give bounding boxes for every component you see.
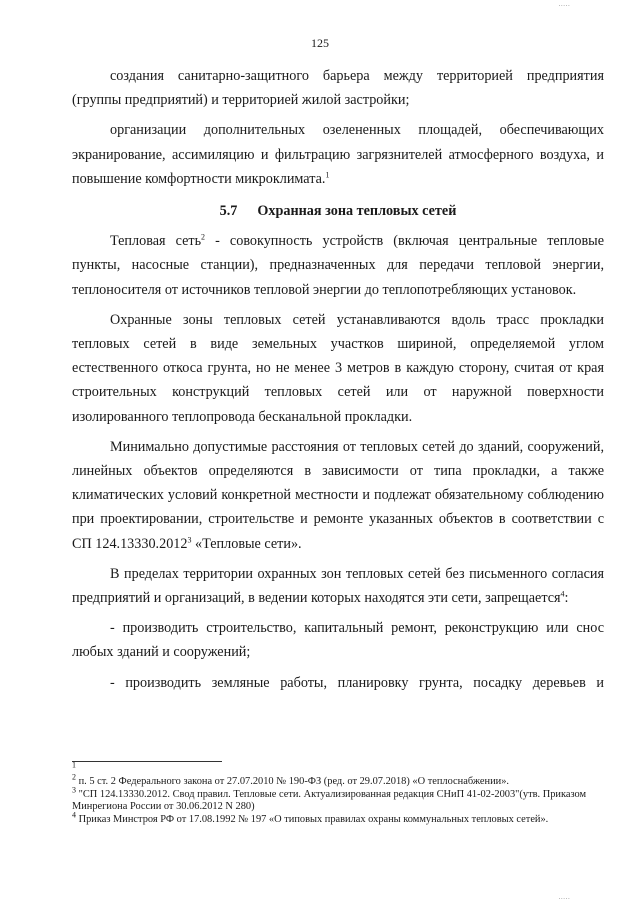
footnote-4 bbox=[72, 810, 604, 826]
scan-artifact-mark-bottom: .‥‥ bbox=[558, 893, 570, 901]
paragraph-barrier: создания санитарно-защитного барьера между территорией предприятия (группы предприятий) и территорией жилой застройки; bbox=[72, 68, 604, 109]
paragraph-prohibitions-rest: : bbox=[564, 590, 569, 607]
footnote-text-3: "СП 124.13330.2012. Свод правил. Тепловые сети. Актуализированная редакция СНиП 41-02-2003"(утв. Приказом Минрегиона России от 30.06.2012 N 280) bbox=[72, 788, 587, 813]
page-number: 125 bbox=[311, 36, 329, 50]
footnote-3 bbox=[72, 785, 604, 814]
section-title: Охранная зона тепловых сетей bbox=[257, 203, 457, 220]
paragraph-greening bbox=[72, 118, 604, 191]
footnote-mark-3: 3 bbox=[72, 785, 76, 795]
footnote-text-4: Приказ Минстроя РФ от 17.08.1992 № 197 «О типовых правилах охраны коммунальных тепловых сетей». bbox=[76, 813, 549, 825]
footnote-ref-2: 2 bbox=[201, 232, 206, 242]
scan-artifact-mark: .‥‥ bbox=[558, 0, 570, 8]
footnote-mark-4: 4 bbox=[72, 810, 76, 820]
paragraph-prohibitions-start: В пределах территории охранных зон тепловых сетей без письменного согласия предприятий и организаций, в ведении которых находятся эти сети, запрещается bbox=[72, 565, 604, 607]
paragraph-heat-network-rest: - совокупность устройств (включая центральные тепловые пункты, насосные станции), предназначенных для передачи тепловой энергии, теплоносителя от источников тепловой энергии до теплопотребляющих установок. bbox=[72, 233, 604, 298]
footnote-text-2: п. 5 ст. 2 Федерального закона от 27.07.2010 № 190-ФЗ (ред. от 29.07.2018) «О теплоснабжении». bbox=[76, 776, 510, 788]
footnote-ref-3: 3 bbox=[187, 534, 192, 544]
footnote-mark-2: 2 bbox=[72, 772, 76, 782]
paragraph-protection-zones: Охранные зоны тепловых сетей устанавливаются вдоль трасс прокладки тепловых сетей в виде земельных участков шириной, определяемой углом естественного откоса грунта, но не менее 3 метров в каждую сторону, считая от края строительных конструкций тепловых сетей или от наружной поверхности изолированного теплопровода бесканальной прокладки. bbox=[72, 311, 604, 425]
section-heading bbox=[72, 199, 604, 223]
list-item-earthworks: - производить земляные работы, планировку грунта, посадку деревьев и bbox=[110, 674, 604, 691]
footnote-1 bbox=[72, 760, 604, 776]
paragraph-prohibitions bbox=[72, 562, 604, 610]
paragraph-minimum-distances-start: Минимально допустимые расстояния от тепловых сетей до зданий, сооружений, линейных объектов определяются в зависимости от типа прокладки, а также климатических условий конкретной местности и подлежат обязательному соблюдению при проектировании, строительстве и ремонте указанных объектов в соответствии с СП 124.13330.2012 bbox=[72, 438, 604, 552]
paragraph-minimum-distances-rest: «Тепловые сети». bbox=[191, 535, 302, 552]
footnote-ref-4: 4 bbox=[560, 589, 565, 599]
footnote-divider bbox=[72, 761, 222, 762]
paragraph-heat-network-definition bbox=[72, 229, 604, 302]
paragraph-greening-text: организации дополнительных озелененных площадей, обеспечивающих экранирование, ассимиляцию и фильтрацию загрязнителей атмосферного воздуха, и повышение комфортности микроклимата. bbox=[72, 122, 604, 187]
document-body bbox=[72, 64, 604, 695]
footnote-ref-1: 1 bbox=[325, 170, 330, 180]
list-item-construction: - производить строительство, капитальный ремонт, реконструкцию или снос любых зданий и сооружений; bbox=[72, 620, 604, 661]
paragraph-heat-network-start: Тепловая сеть bbox=[110, 233, 202, 250]
footnotes bbox=[72, 760, 604, 826]
section-number: 5.7 bbox=[219, 203, 238, 220]
paragraph-minimum-distances bbox=[72, 435, 604, 556]
footnote-mark-1: 1 bbox=[72, 760, 76, 770]
footnote-2 bbox=[72, 772, 604, 788]
